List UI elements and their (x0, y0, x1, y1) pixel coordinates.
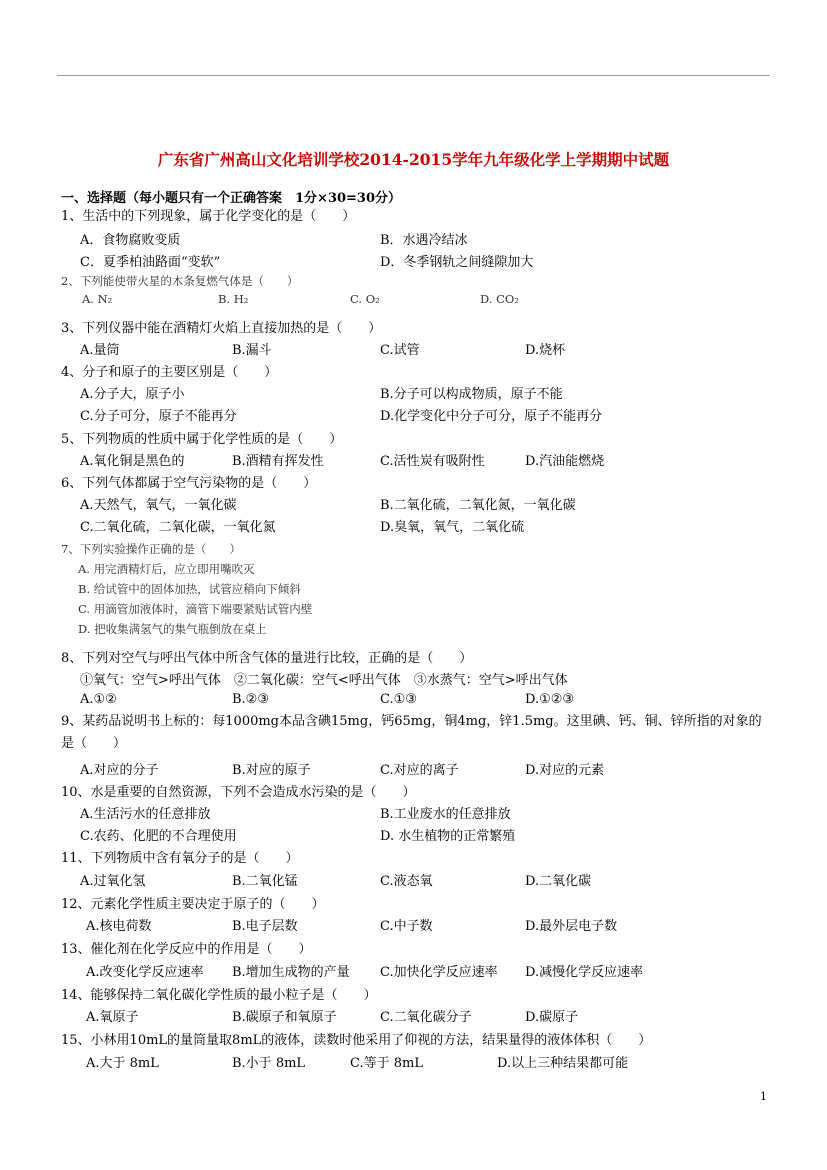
q11-option-c: C.液态氧 (380, 874, 433, 889)
q8-option-c: C.①③ (380, 692, 417, 707)
q6-option-a: A.天然气，氧气，一氧化碳 (80, 498, 237, 513)
q12-option-c: C.中子数 (380, 919, 433, 934)
q8-statements: ①氧气：空气>呼出气体 ②二氧化碳：空气<呼出气体 ③水蒸气：空气>呼出气体 (80, 673, 568, 688)
q7-option-a: A. 用完酒精灯后，应立即用嘴吹灭 (78, 562, 255, 576)
q7-option-b: B. 给试管中的固体加热，试管应稍向下倾斜 (78, 582, 301, 596)
question-10: 10、水是重要的自然资源，下列不会造成水污染的是（ ） (61, 785, 416, 800)
page-number: 1 (760, 1090, 767, 1103)
q8-option-b: B.②③ (232, 692, 269, 707)
question-2: 2、下列能使带火星的木条复燃气体是（ ） (61, 274, 299, 288)
question-15: 15、小林用10mL的量筒量取8mL的液体，读数时他采用了仰视的方法，结果量得的液体体积（ ） (61, 1033, 652, 1048)
q3-option-a: A.量筒 (80, 343, 120, 358)
q6-option-d: D.臭氧，氧气，二氧化硫 (380, 520, 525, 535)
q11-option-b: B.二氧化锰 (232, 874, 298, 889)
q12-option-a: A.核电荷数 (86, 919, 152, 934)
q14-option-b: B.碳原子和氧原子 (232, 1010, 337, 1025)
q2-option-d: D. CO₂ (480, 292, 519, 306)
q15-option-c: C.等于 8mL (350, 1056, 423, 1071)
q10-option-a: A.生活污水的任意排放 (80, 807, 211, 822)
header-rule (57, 75, 770, 76)
question-12: 12、元素化学性质主要决定于原子的（ ） (61, 897, 325, 912)
question-11: 11、下列物质中含有氧分子的是（ ） (61, 851, 299, 866)
q2-option-a: A. N₂ (82, 292, 113, 306)
question-6: 6、下列气体都属于空气污染物的是（ ） (61, 476, 317, 491)
q10-option-c: C.农药、化肥的不合理使用 (80, 829, 237, 844)
q11-option-a: A.过氧化氢 (80, 874, 146, 889)
q1-option-b: B．水遇冷结冰 (380, 233, 468, 248)
q10-option-b: B.工业废水的任意排放 (380, 807, 511, 822)
q4-option-d: D.化学变化中分子可分，原子不能再分 (380, 409, 603, 424)
q1-option-d: D．冬季钢轨之间缝隙加大 (380, 255, 534, 270)
q8-option-d: D.①②③ (525, 692, 575, 707)
question-9: 9、某药品说明书上标的：每1000mg本品含碘15mg，钙65mg，铜4mg，锌1.5mg。这里碘、钙、铜、锌所指的对象的是（ ） (61, 714, 762, 751)
q15-option-b: B.小于 8mL (232, 1056, 306, 1071)
q9-option-d: D.对应的元素 (525, 763, 605, 778)
q13-option-c: C.加快化学反应速率 (380, 965, 498, 980)
question-13: 13、催化剂在化学反应中的作用是（ ） (61, 942, 312, 957)
q5-option-a: A.氧化铜是黑色的 (80, 454, 185, 469)
q5-option-b: B.酒精有挥发性 (232, 454, 324, 469)
q13-option-a: A.改变化学反应速率 (86, 965, 204, 980)
q15-option-a: A.大于 8mL (86, 1056, 159, 1071)
q5-option-d: D.汽油能燃烧 (525, 454, 605, 469)
q7-option-d: D. 把收集满氢气的集气瓶倒放在桌上 (78, 622, 267, 636)
q3-option-d: D.烧杯 (525, 343, 566, 358)
q14-option-d: D.碳原子 (525, 1010, 579, 1025)
q14-option-c: C.二氧化碳分子 (380, 1010, 472, 1025)
question-1: 1、生活中的下列现象，属于化学变化的是（ ） (61, 209, 356, 224)
q13-option-b: B.增加生成物的产量 (232, 965, 350, 980)
q7-option-c: C. 用滴管加液体时，滴管下端要紧贴试管内壁 (78, 602, 313, 616)
q2-option-c: C. O₂ (350, 292, 380, 306)
q6-option-c: C.二氧化硫，二氧化碳，一氧化氮 (80, 520, 276, 535)
q15-option-d: D.以上三种结果都可能 (497, 1056, 629, 1071)
q12-option-b: B.电子层数 (232, 919, 298, 934)
q4-option-c: C.分子可分，原子不能再分 (80, 409, 237, 424)
q1-option-a: A．食物腐败变质 (80, 233, 181, 248)
q11-option-d: D.二氧化碳 (525, 874, 592, 889)
q5-option-c: C.活性炭有吸附性 (380, 454, 485, 469)
q8-option-a: A.①② (80, 692, 117, 707)
question-3: 3、下列仪器中能在酒精灯火焰上直接加热的是（ ） (61, 321, 382, 336)
q13-option-d: D.减慢化学反应速率 (525, 965, 644, 980)
question-8: 8、下列对空气与呼出气体中所含气体的量进行比较，正确的是（ ） (61, 651, 473, 666)
question-5: 5、下列物质的性质中属于化学性质的是（ ） (61, 432, 343, 447)
question-7: 7、下列实验操作正确的是（ ） (61, 542, 241, 556)
q2-option-b: B. H₂ (218, 292, 249, 306)
question-4: 4、分子和原子的主要区别是（ ） (61, 365, 278, 380)
q14-option-a: A.氧原子 (86, 1010, 139, 1025)
q3-option-b: B.漏斗 (232, 343, 272, 358)
q9-option-a: A.对应的分子 (80, 763, 159, 778)
q9-option-c: C.对应的离子 (380, 763, 459, 778)
q12-option-d: D.最外层电子数 (525, 919, 618, 934)
question-14: 14、能够保持二氧化碳化学性质的最小粒子是（ ） (61, 988, 377, 1003)
q1-option-c: C．夏季柏油路面“变软” (80, 255, 221, 270)
q3-option-c: C.试管 (380, 343, 420, 358)
q10-option-d: D. 水生植物的正常繁殖 (380, 829, 516, 844)
q9-option-b: B.对应的原子 (232, 763, 311, 778)
q4-option-a: A.分子大，原子小 (80, 387, 185, 402)
page-title: 广东省广州高山文化培训学校2014-2015学年九年级化学上学期期中试题 (157, 150, 670, 169)
q4-option-b: B.分子可以构成物质，原子不能 (380, 387, 563, 402)
section-heading: 一、选择题（每小题只有一个正确答案 1分×30=30分） (61, 191, 402, 206)
q6-option-b: B.二氧化硫，二氧化氮，一氧化碳 (380, 498, 576, 513)
